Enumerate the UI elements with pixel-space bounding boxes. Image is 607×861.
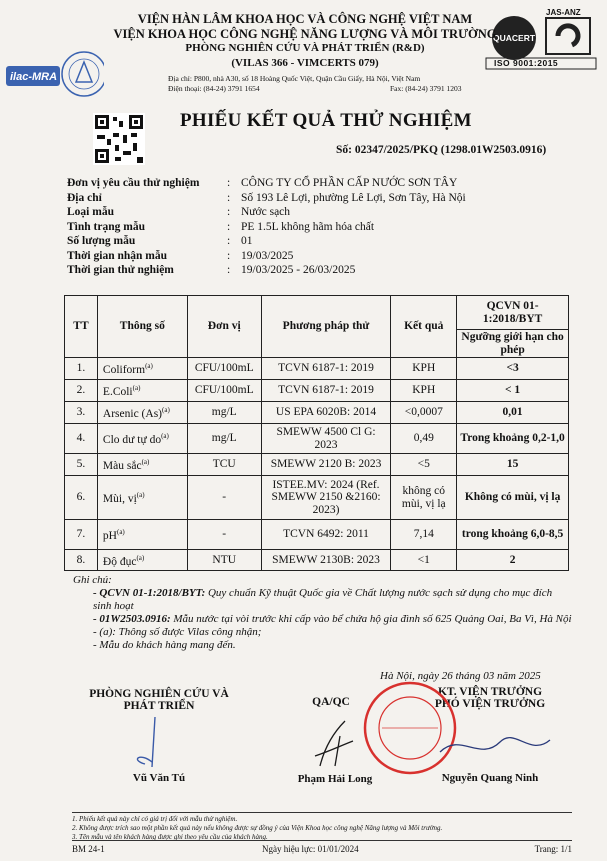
cell-param bbox=[97, 520, 187, 550]
info-label: Tình trạng mẫu bbox=[67, 220, 145, 233]
cell-result: KPH bbox=[391, 380, 457, 402]
cell-result: KPH bbox=[391, 358, 457, 380]
phone-text: Điện thoại: (84-24) 3791 1654 bbox=[168, 84, 260, 93]
cell-limit: trong khoảng 6,0-8,5 bbox=[457, 520, 569, 550]
footer-note-1: 1. Phiếu kết quả này chỉ có giá trị đối với mẫu thử nghiệm. bbox=[72, 815, 238, 823]
footer-bar bbox=[72, 840, 572, 854]
cell-param bbox=[97, 476, 187, 520]
info-value: Số 193 Lê Lợi, phường Lê Lợi, Sơn Tây, Hà Nội bbox=[241, 191, 466, 204]
right-signer-name: Nguyễn Quang Ninh bbox=[441, 772, 539, 784]
cell-unit: CFU/100mL bbox=[187, 380, 261, 402]
cell-unit: NTU bbox=[187, 550, 261, 571]
col-limit: Ngưỡng giới hạn cho phép bbox=[457, 330, 569, 358]
cell-param bbox=[97, 402, 187, 424]
col-tt: TT bbox=[65, 296, 98, 358]
effective-date: Ngày hiệu lực: 01/01/2024 bbox=[262, 844, 359, 854]
header-accreditation: (VILAS 366 - VIMCERTS 079) bbox=[231, 57, 379, 69]
info-label: Địa chỉ bbox=[67, 191, 102, 204]
cell-limit: 0,01 bbox=[457, 402, 569, 424]
col-method: Phương pháp thử bbox=[261, 296, 391, 358]
info-row: Đơn vị yêu cầu thử nghiệm : CÔNG TY CỔ PHẦN CẤP NƯỚC SƠN TÂY bbox=[67, 177, 458, 189]
signature-right-icon bbox=[430, 712, 560, 772]
cell-tt: 5. bbox=[65, 454, 98, 476]
cell-tt: 2. bbox=[65, 380, 98, 402]
cell-unit: CFU/100mL bbox=[187, 358, 261, 380]
table-row bbox=[65, 476, 569, 520]
document-number: Số: 02347/2025/PKQ (1298.01W2503.0916) bbox=[336, 144, 547, 156]
iso-label: ISO 9001:2015 bbox=[494, 58, 559, 68]
footer-notes bbox=[72, 812, 572, 842]
info-value: PE 1.5L không hãm hóa chất bbox=[241, 220, 375, 233]
left-signer-name: Vũ Văn Tú bbox=[132, 772, 186, 784]
cell-result: 0,49 bbox=[391, 424, 457, 454]
sample-info bbox=[67, 176, 466, 278]
param-name: Mùi, vị bbox=[102, 493, 137, 506]
footer-note-3: 3. Tên mẫu và tên khách hàng được ghi theo yêu cầu của khách hàng. bbox=[72, 833, 268, 841]
param-sup: (a) bbox=[141, 458, 150, 467]
info-row: Địa chỉ : Số 193 Lê Lợi, phường Lê Lợi, Sơn Tây, Hà Nội bbox=[67, 191, 466, 204]
info-label: Số lượng mẫu bbox=[67, 235, 136, 247]
table-row bbox=[65, 454, 569, 476]
header-academy: VIỆN HÀN LÂM KHOA HỌC VÀ CÔNG NGHỆ VIỆT NAM bbox=[137, 12, 473, 26]
cell-unit: - bbox=[187, 520, 261, 550]
cell-limit: < 1 bbox=[457, 380, 569, 402]
cell-method: SMEWW 2130B: 2023 bbox=[261, 550, 391, 571]
cell-method: ISTEE.MV: 2024 (Ref. SMEWW 2150 &2160: 2023) bbox=[261, 476, 391, 520]
quacert-label: QUACERT bbox=[493, 33, 536, 43]
param-name: Độ đục bbox=[102, 555, 137, 568]
info-row: Thời gian thử nghiệm : 19/03/2025 - 26/03/2025 bbox=[67, 264, 356, 276]
info-row: Tình trạng mẫu : PE 1.5L không hãm hóa chất bbox=[67, 220, 375, 233]
fax-text: Fax: (84-24) 3791 1203 bbox=[390, 84, 462, 93]
col-result: Kết quả bbox=[391, 296, 457, 358]
cell-tt: 1. bbox=[65, 358, 98, 380]
address-text: Địa chỉ: P800, nhà A30, số 18 Hoàng Quốc Việt, Quận Cầu Giấy, Hà Nội, Việt Nam bbox=[168, 74, 421, 83]
info-value: 19/03/2025 bbox=[241, 249, 294, 262]
cell-result: <0,0007 bbox=[391, 402, 457, 424]
cell-param bbox=[97, 550, 187, 571]
page-number: Trang: 1/1 bbox=[534, 844, 572, 854]
param-name: Màu sắc bbox=[102, 460, 142, 473]
signature-mid-icon bbox=[305, 716, 365, 771]
param-sup: (a) bbox=[136, 553, 145, 562]
jas-anz-label: JAS-ANZ bbox=[546, 8, 581, 17]
col-unit: Đơn vị bbox=[187, 296, 261, 358]
note-1-key: - QCVN 01-1:2018/BYT: bbox=[93, 587, 206, 599]
right-title-line1: KT. VIỆN TRƯỞNG bbox=[437, 686, 543, 698]
cell-method: US EPA 6020B: 2014 bbox=[261, 402, 391, 424]
mid-signer-name: Phạm Hải Long bbox=[297, 773, 373, 785]
note-1 bbox=[73, 587, 573, 613]
info-value: 19/03/2025 - 26/03/2025 bbox=[241, 264, 356, 276]
table-row bbox=[65, 424, 569, 454]
cell-method: SMEWW 2120 B: 2023 bbox=[261, 454, 391, 476]
param-sup: (a) bbox=[161, 432, 169, 441]
param-name: Arsenic (As) bbox=[102, 408, 162, 421]
right-title-line2: PHÓ VIỆN TRƯỞNG bbox=[434, 698, 546, 710]
cell-limit: Không có mùi, vị lạ bbox=[457, 476, 569, 520]
cell-param bbox=[97, 380, 187, 402]
table-header-row bbox=[65, 296, 569, 330]
table-row bbox=[65, 402, 569, 424]
signature-date: Hà Nội, ngày 26 tháng 03 năm 2025 bbox=[380, 670, 541, 682]
cell-param bbox=[97, 454, 187, 476]
footer-note-2: 2. Không được trích sao một phần kết quả này nếu không được sự đồng ý của Viện Khoa học công nghệ Năng lượng và Môi trường. bbox=[72, 824, 443, 832]
cell-tt: 6. bbox=[65, 476, 98, 520]
notes-section bbox=[73, 574, 573, 652]
form-code: BM 24-1 bbox=[72, 844, 105, 854]
param-sup: (a) bbox=[132, 384, 141, 393]
cell-result: <1 bbox=[391, 550, 457, 571]
cell-limit: Trong khoảng 0,2-1,0 bbox=[457, 424, 569, 454]
note-2 bbox=[73, 613, 573, 626]
info-label: Loại mẫu bbox=[67, 206, 114, 218]
note-1-text: Quy chuẩn Kỹ thuật Quốc gia về Chất lượng nước sạch sử dụng cho mục đích sinh hoạt bbox=[93, 587, 553, 612]
cell-method: TCVN 6187-1: 2019 bbox=[261, 358, 391, 380]
document-title: PHIẾU KẾT QUẢ THỬ NGHIỆM bbox=[180, 110, 472, 131]
table-row bbox=[65, 358, 569, 380]
cell-method: SMEWW 4500 Cl G: 2023 bbox=[261, 424, 391, 454]
param-sup: (a) bbox=[116, 528, 125, 537]
note-2-key: - 01W2503.0916: bbox=[93, 613, 171, 625]
info-row: Thời gian nhận mẫu : 19/03/2025 bbox=[67, 249, 294, 262]
note-4: - Mẫu do khách hàng mang đến. bbox=[93, 639, 236, 651]
cell-unit: mg/L bbox=[187, 402, 261, 424]
info-value: Nước sạch bbox=[241, 206, 291, 218]
header-address bbox=[168, 74, 420, 94]
mid-signer-title: QA/QC bbox=[312, 696, 350, 708]
accreditation-logo bbox=[4, 44, 104, 111]
cell-method: TCVN 6187-1: 2019 bbox=[261, 380, 391, 402]
info-row: Loại mẫu : Nước sạch bbox=[67, 206, 291, 218]
signature-left-icon bbox=[100, 712, 190, 772]
param-name: E.Coli bbox=[102, 386, 133, 399]
cell-result: không có mùi, vị lạ bbox=[391, 476, 457, 520]
cell-limit: 15 bbox=[457, 454, 569, 476]
cell-result: 7,14 bbox=[391, 520, 457, 550]
cell-limit: 2 bbox=[457, 550, 569, 571]
info-label: Đơn vị yêu cầu thử nghiệm bbox=[67, 177, 200, 189]
param-name: Clo dư tự do bbox=[102, 434, 162, 447]
cell-limit: <3 bbox=[457, 358, 569, 380]
cell-tt: 3. bbox=[65, 402, 98, 424]
info-label: Thời gian thử nghiệm bbox=[67, 264, 174, 276]
info-row: Số lượng mẫu : 01 bbox=[67, 235, 253, 247]
cell-result: <5 bbox=[391, 454, 457, 476]
param-sup: (a) bbox=[136, 491, 145, 500]
param-name: Coliform bbox=[102, 364, 146, 377]
col-standard: QCVN 01-1:2018/BYT bbox=[457, 296, 569, 330]
param-name: pH bbox=[102, 530, 117, 543]
cell-param bbox=[97, 424, 187, 454]
qr-code-icon bbox=[93, 113, 145, 165]
notes-heading: Ghi chú: bbox=[73, 574, 112, 586]
param-sup: (a) bbox=[162, 406, 170, 415]
info-value: 01 bbox=[241, 235, 253, 247]
info-value: CÔNG TY CỔ PHẦN CẤP NƯỚC SƠN TÂY bbox=[241, 177, 458, 189]
note-2-text: Mẫu nước tại vòi trước khi cấp vào bể chứa hộ gia đình số 625 Quảng Oai, Ba Vì, Hà Nội bbox=[170, 613, 572, 625]
param-sup: (a) bbox=[145, 362, 153, 371]
header-institute: VIỆN KHOA HỌC CÔNG NGHỆ NĂNG LƯỢNG VÀ MÔI TRƯỜNG bbox=[113, 27, 497, 41]
note-3: - (a): Thông số được Vilas công nhận; bbox=[93, 626, 262, 638]
cell-unit: mg/L bbox=[187, 424, 261, 454]
cell-param bbox=[97, 358, 187, 380]
table-row bbox=[65, 520, 569, 550]
cell-tt: 8. bbox=[65, 550, 98, 571]
cell-unit: TCU bbox=[187, 454, 261, 476]
ilac-mra-label: ilac-MRA bbox=[10, 71, 58, 83]
cell-tt: 4. bbox=[65, 424, 98, 454]
left-signer-title: PHÒNG NGHIÊN CỨU VÀ PHÁT TRIỂN bbox=[89, 688, 229, 712]
quacert-logo bbox=[484, 8, 599, 75]
header-department: PHÒNG NGHIÊN CỨU VÀ PHÁT TRIỂN (R&D) bbox=[185, 42, 425, 54]
col-param: Thông số bbox=[97, 296, 187, 358]
results-table bbox=[64, 295, 569, 571]
table-row bbox=[65, 380, 569, 402]
cell-tt: 7. bbox=[65, 520, 98, 550]
cell-unit: - bbox=[187, 476, 261, 520]
info-label: Thời gian nhận mẫu bbox=[67, 249, 168, 262]
table-row bbox=[65, 550, 569, 571]
cell-method: TCVN 6492: 2011 bbox=[261, 520, 391, 550]
